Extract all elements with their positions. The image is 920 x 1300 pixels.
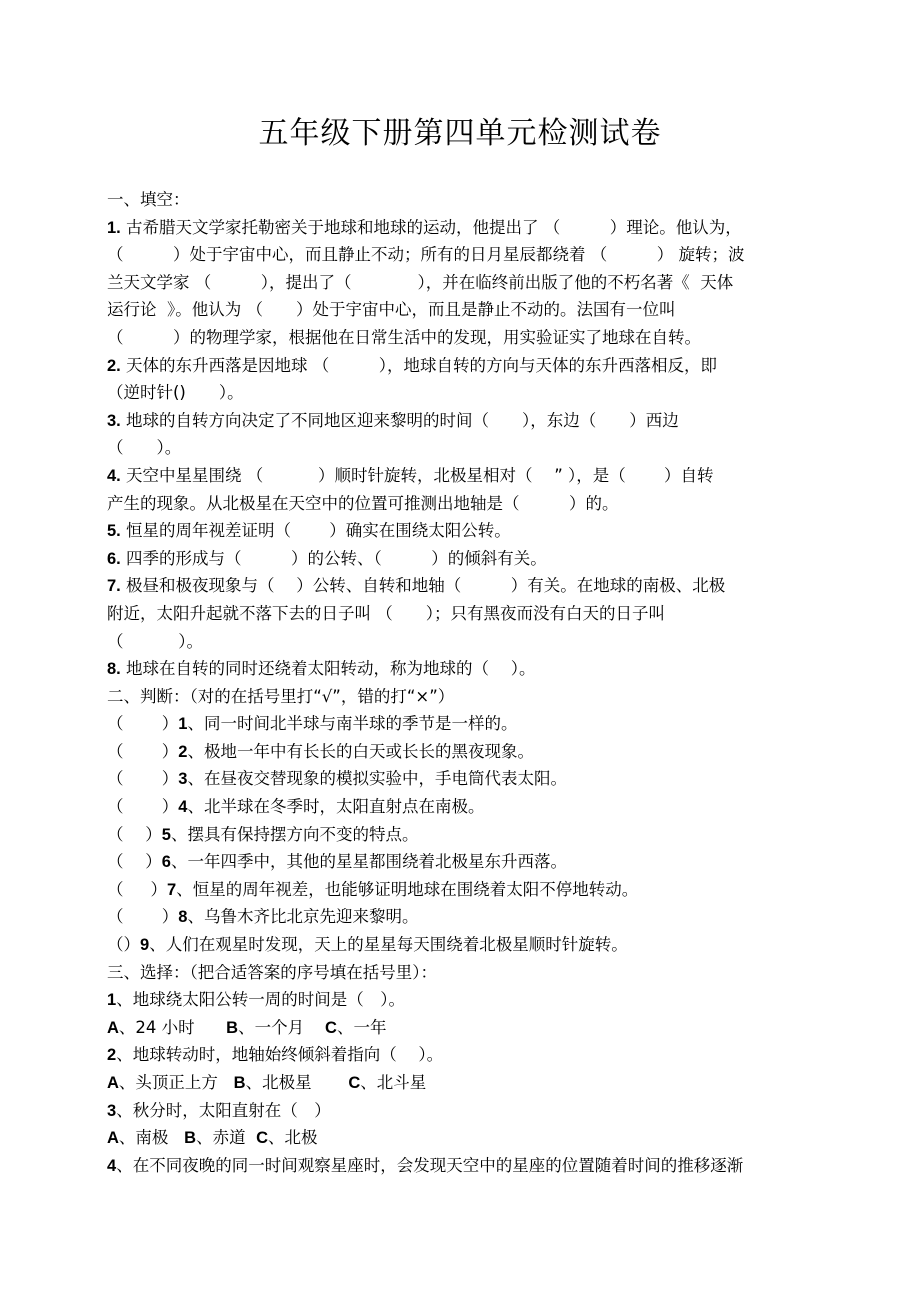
option-text: 、一年 — [336, 1017, 387, 1037]
question-line — [107, 462, 822, 490]
question-text: （ ）。 — [107, 631, 203, 651]
answer-blank: （ ） — [107, 879, 167, 899]
question-number: 4 — [107, 1156, 117, 1175]
question-text: 、北半球在冬季时，太阳直射点在南极。 — [187, 797, 485, 817]
question-line — [107, 407, 822, 435]
choice-question — [107, 1097, 822, 1125]
judge-item — [107, 793, 822, 821]
question-text: （ ）。 — [107, 438, 182, 458]
question-number: 9 — [140, 936, 150, 955]
section-heading-choice: 三、选择：（把合适答案的序号填在括号里）： — [107, 962, 437, 982]
choice-question — [107, 1152, 822, 1180]
question-text: 、秋分时，太阳直射在（ ） — [116, 1100, 331, 1120]
question-text: 运行论 》。他认为 （ ）处于宇宙中心，而且是静止不动的。法国有一位叫 — [107, 300, 676, 320]
question-number: 7. — [107, 577, 121, 596]
question-text: 四季的形成与（ ）的公转、（ ）的倾斜有关。 — [120, 548, 547, 568]
question-number: 8 — [178, 908, 188, 927]
judge-item — [107, 765, 822, 793]
question-number: 8. — [107, 660, 121, 679]
option-text: 、一个月 — [238, 1017, 326, 1037]
question-number: 2. — [107, 356, 121, 375]
question-text: 天空中星星围绕 （ ）顺时针旋转，北极星相对（ ” ），是（ ）自转 — [120, 465, 714, 485]
choice-question — [107, 986, 822, 1014]
question-number: 2 — [107, 1046, 117, 1065]
option-text: 、头顶正上方 — [118, 1073, 234, 1092]
fill-questions — [107, 214, 822, 683]
option-key: B — [233, 1074, 246, 1092]
question-text: 极昼和极夜现象与（ ）公转、自转和地轴（ ）有关。在地球的南极、北极 — [120, 576, 726, 596]
judge-item — [107, 710, 822, 738]
question-line — [107, 241, 822, 269]
question-text: 、地球绕太阳公转一周的时间是（ ）。 — [116, 990, 405, 1010]
question-text: 附近，太阳升起就不落下去的日子叫 （ ）；只有黑夜而没有白天的日子叫 — [107, 603, 665, 623]
question-line — [107, 352, 822, 380]
answer-blank: （ ） — [107, 769, 179, 789]
judge-item — [107, 876, 822, 904]
option-key: A — [107, 1129, 119, 1148]
judge-item — [107, 848, 822, 876]
question-line — [107, 324, 822, 352]
choice-options — [107, 1069, 822, 1097]
question-text: 、地球转动时，地轴始终倾斜着指向（ ）。 — [116, 1045, 444, 1065]
question-line — [107, 490, 822, 518]
page-title: 五年级下册第四单元检测试卷 — [258, 116, 662, 151]
question-text: （ ）处于宇宙中心，而且静止不动；所有的日月星辰都绕着 （ ） 旋转；波 — [107, 245, 745, 265]
question-text: 、在昼夜交替现象的模拟实验中，手电筒代表太阳。 — [187, 769, 567, 789]
question-text: 地球的自转方向决定了不同地区迎来黎明的时间（ ），东边（ ）西边 — [120, 410, 679, 430]
question-text: 、一年四季中，其他的星星都围绕着北极星东升西落。 — [170, 852, 567, 872]
question-text: 、人们在观星时发现，天上的星星每天围绕着北极星顺时针旋转。 — [149, 935, 628, 955]
option-text: 、南极 — [118, 1128, 185, 1148]
question-number: 2 — [178, 742, 188, 761]
question-number: 3 — [178, 770, 188, 789]
question-text: 产生的现象。从北极星在天空中的位置可推测出地轴是（ ）的。 — [107, 493, 619, 513]
question-line — [107, 434, 822, 462]
question-number: 1. — [107, 218, 121, 237]
option-text: 、北斗星 — [360, 1073, 427, 1092]
section-heading-judge: 二、判断：（对的在括号里打“√”，错的打“×”） — [107, 686, 455, 706]
question-line — [107, 628, 822, 656]
choice-questions — [107, 986, 822, 1179]
question-text: 、摆具有保持摆方向不变的特点。 — [170, 824, 419, 844]
question-line — [107, 269, 822, 297]
answer-blank: （ ） — [107, 824, 162, 844]
option-key: B — [226, 1018, 239, 1037]
question-number: 4 — [178, 798, 188, 817]
question-number: 7 — [167, 880, 177, 899]
question-number: 6. — [107, 549, 121, 568]
question-line — [107, 379, 822, 407]
judge-questions — [107, 710, 822, 958]
question-line — [107, 214, 822, 242]
question-line — [107, 545, 822, 573]
question-number: 3. — [107, 411, 121, 430]
answer-blank: （ ） — [107, 741, 179, 761]
question-text: 兰天文学家 （ ），提出了（ ），并在临终前出版了他的不朽名著《 天体 — [107, 272, 734, 292]
option-key: C — [325, 1018, 337, 1037]
question-number: 3 — [107, 1101, 117, 1120]
question-line — [107, 600, 822, 628]
question-number: 6 — [161, 853, 171, 872]
question-line — [107, 296, 822, 324]
question-text: 恒星的周年视差证明（ ）确实在围绕太阳公转。 — [120, 521, 511, 541]
question-number: 5 — [161, 825, 171, 844]
question-text: 、极地一年中有长长的白天或长长的黑夜现象。 — [187, 741, 534, 761]
question-text: 、乌鲁木齐比北京先迎来黎明。 — [187, 907, 419, 927]
option-text: 、北极星 — [245, 1073, 349, 1092]
document-body — [107, 186, 822, 1179]
section-heading-fill: 一、填空： — [107, 190, 190, 209]
option-key: C — [256, 1129, 269, 1148]
question-text: 古希腊天文学家托勒密关于地球和地球的运动，他提出了 （ ）理论。他认为， — [120, 217, 742, 237]
question-text: 、同一时间北半球与南半球的季节是一样的。 — [187, 714, 518, 734]
choice-options — [107, 1124, 822, 1152]
option-text: 、24 小时 — [118, 1017, 227, 1037]
judge-item — [107, 738, 822, 766]
answer-blank: （ ） — [107, 907, 179, 927]
question-number: 5. — [107, 522, 121, 541]
option-key: B — [184, 1129, 197, 1148]
question-number: 1 — [107, 991, 117, 1010]
question-text: 天体的东升西落是因地球 （ ），地球自转的方向与天体的东升西落相反，即 — [120, 355, 718, 375]
question-text: （逆时针() ）。 — [107, 383, 244, 403]
question-line — [107, 517, 822, 545]
choice-options — [107, 1014, 822, 1042]
question-line — [107, 655, 822, 683]
option-key: A — [107, 1074, 119, 1092]
judge-item — [107, 903, 822, 931]
question-line — [107, 572, 822, 600]
judge-item — [107, 821, 822, 849]
question-text: （ ）的物理学家，根据他在日常生活中的发现，用实验证实了地球在自转。 — [107, 327, 701, 347]
option-text: 、北极 — [268, 1128, 318, 1148]
question-text: 、在不同夜晚的同一时间观察星座时，会发现天空中的星座的位置随着时间的推移逐渐 — [116, 1155, 744, 1175]
answer-blank: （） — [107, 935, 140, 955]
answer-blank: （ ） — [107, 714, 179, 734]
option-text: 、赤道 — [196, 1128, 257, 1148]
answer-blank: （ ） — [107, 852, 162, 872]
option-key: A — [107, 1018, 119, 1037]
judge-item — [107, 931, 822, 959]
option-key: C — [348, 1074, 361, 1092]
question-text: 地球在自转的同时还绕着太阳转动，称为地球的（ ）。 — [120, 659, 536, 679]
answer-blank: （ ） — [107, 797, 179, 817]
choice-question — [107, 1041, 822, 1069]
question-text: 、恒星的周年视差，也能够证明地球在围绕着太阳不停地转动。 — [176, 879, 639, 899]
question-number: 1 — [178, 715, 188, 734]
question-number: 4. — [107, 466, 121, 485]
